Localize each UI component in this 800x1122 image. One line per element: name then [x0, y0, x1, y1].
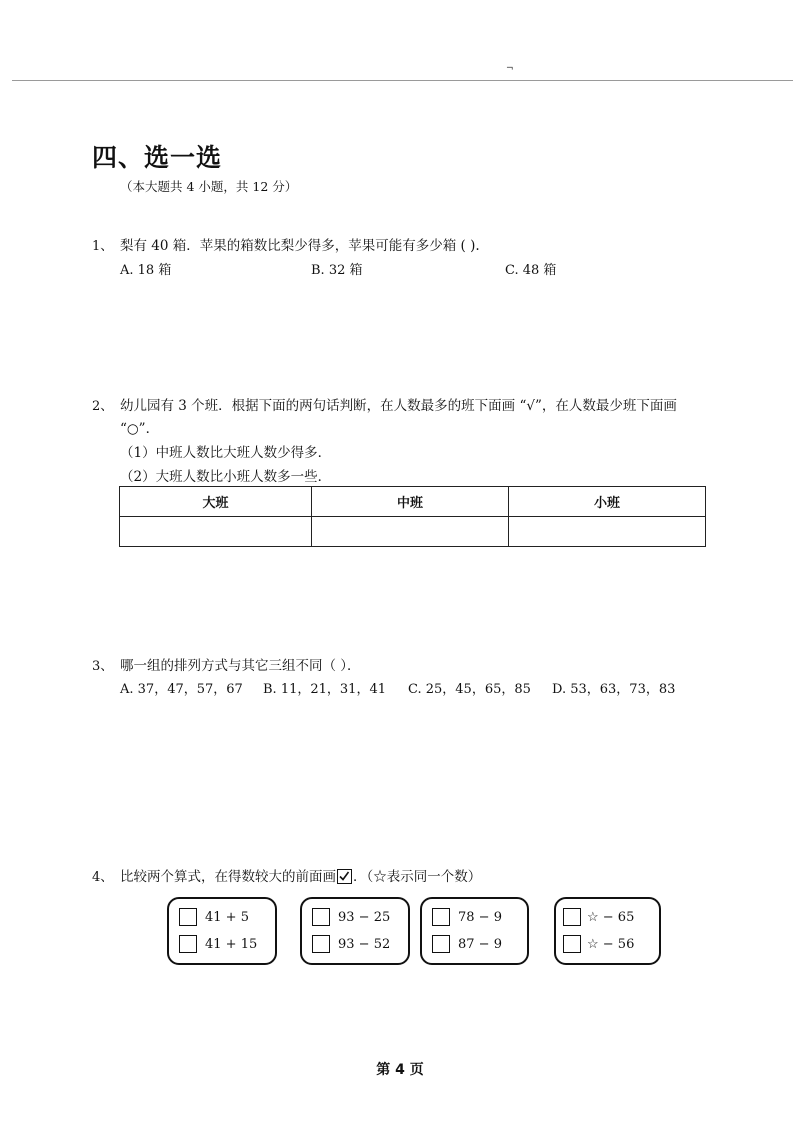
answer-cell-small-class[interactable]	[509, 517, 706, 547]
header-rule	[12, 80, 793, 81]
q3-option-c[interactable]: C. 25，45，65，85	[408, 682, 531, 697]
q4-text-after: ．（☆表示同一个数）	[353, 869, 482, 885]
expression: ☆ − 56	[587, 936, 635, 952]
compare-row	[179, 935, 257, 953]
answer-checkbox[interactable]	[563, 935, 581, 953]
expression: 93 − 25	[338, 909, 391, 925]
q2-condition-1: （1）中班人数比大班人数少得多．	[120, 445, 332, 461]
compare-group-4	[554, 897, 661, 965]
compare-row	[312, 935, 390, 953]
section-title: 四、选一选	[92, 143, 223, 172]
q3-option-b[interactable]: B. 11，21，31，41	[263, 682, 386, 697]
q1-number: 1、	[92, 239, 114, 254]
expression: ☆ − 65	[587, 909, 635, 925]
table-answer-row	[120, 517, 706, 547]
header-cell-small-class: 小班	[509, 487, 706, 517]
q1-option-b[interactable]: B. 32 箱	[311, 263, 363, 278]
compare-group-1	[167, 897, 277, 965]
q3-number: 3、	[92, 659, 114, 674]
check-icon	[337, 869, 352, 884]
expression: 78 − 9	[458, 909, 502, 925]
compare-row	[179, 908, 249, 926]
q1-option-c[interactable]: C. 48 箱	[505, 263, 557, 278]
answer-checkbox[interactable]	[312, 935, 330, 953]
compare-row	[563, 908, 634, 926]
q1-text: 梨有 40 箱．苹果的箱数比梨少得多，苹果可能有多少箱 ( ).	[120, 238, 480, 254]
compare-row	[563, 935, 634, 953]
header-cell-middle-class: 中班	[312, 487, 509, 517]
q4-number: 4、	[92, 870, 114, 885]
compare-group-3	[420, 897, 529, 965]
compare-row	[432, 908, 502, 926]
compare-row	[312, 908, 390, 926]
compare-row	[432, 935, 502, 953]
compare-group-2	[300, 897, 410, 965]
answer-checkbox[interactable]	[432, 908, 450, 926]
q3-text: 哪一组的排列方式与其它三组不同（ ）．	[120, 658, 361, 674]
q3-option-d[interactable]: D. 53，63，73，83	[552, 682, 676, 697]
page-number: 第 4 页	[376, 1062, 424, 1078]
answer-checkbox[interactable]	[312, 908, 330, 926]
q2-condition-2: （2）大班人数比小班人数多一些．	[120, 469, 332, 485]
answer-cell-middle-class[interactable]	[312, 517, 509, 547]
answer-cell-big-class[interactable]	[120, 517, 312, 547]
q2-answer-table	[119, 486, 706, 547]
answer-checkbox[interactable]	[563, 908, 581, 926]
q2-text-line1: 幼儿园有 3 个班．根据下面的两句话判断，在人数最多的班下面画 “√”，在人数最少班下面画	[120, 398, 677, 414]
section-note: （本大题共 4 小题，共 12 分）	[120, 179, 298, 194]
q2-text-line2: “○”．	[120, 421, 160, 437]
answer-checkbox[interactable]	[432, 935, 450, 953]
expression: 87 − 9	[458, 936, 502, 952]
q1-option-a[interactable]: A. 18 箱	[120, 263, 172, 278]
answer-checkbox[interactable]	[179, 935, 197, 953]
answer-checkbox[interactable]	[179, 908, 197, 926]
header-mark: ¬	[506, 64, 514, 74]
q4-text	[120, 865, 481, 885]
expression: 41 + 15	[205, 936, 258, 952]
table-header-row	[120, 487, 706, 517]
q4-text-before: 比较两个算式，在得数较大的前面画	[120, 869, 336, 885]
q2-number: 2、	[92, 399, 114, 414]
expression: 93 − 52	[338, 936, 391, 952]
expression: 41 + 5	[205, 909, 249, 925]
q3-option-a[interactable]: A. 37，47，57，67	[120, 682, 243, 697]
header-cell-big-class: 大班	[120, 487, 312, 517]
